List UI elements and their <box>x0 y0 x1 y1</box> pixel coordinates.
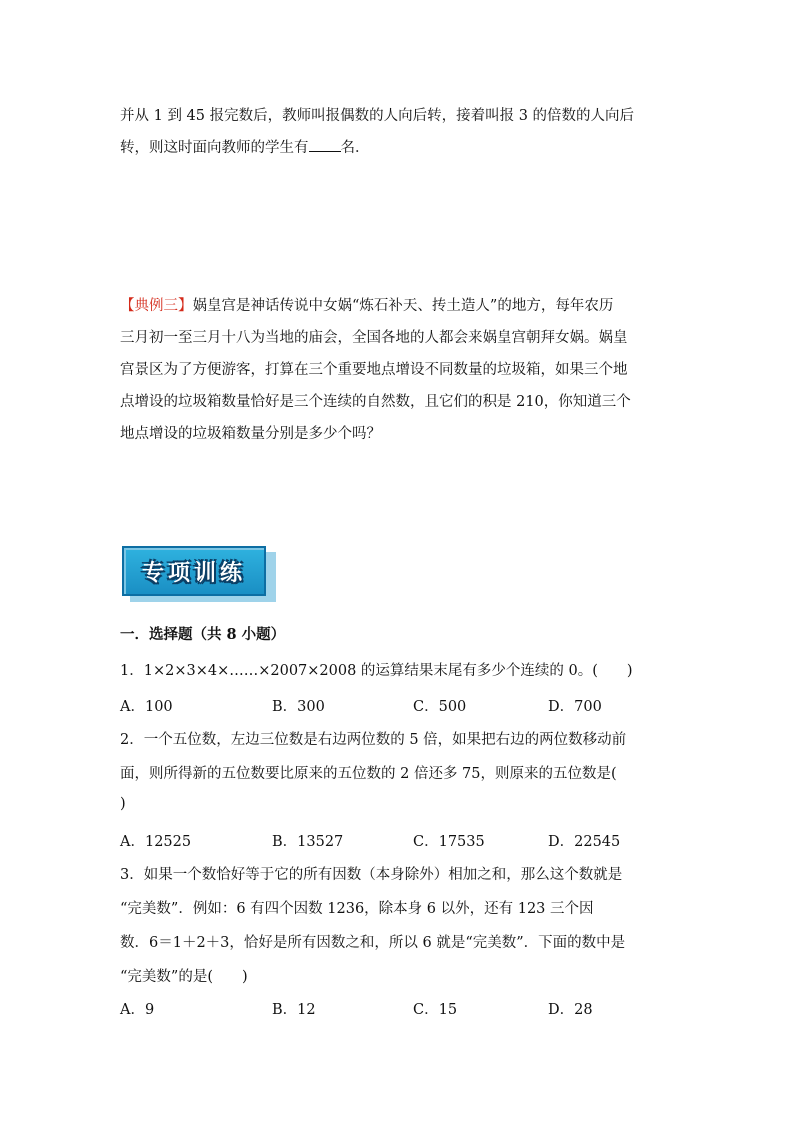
example3-tag: 【典例三】 <box>120 298 193 314</box>
q3-line-3: 数．6＝1＋2＋3，恰好是所有因数之和，所以 6 就是“完美数”．下面的数中是 <box>120 935 626 951</box>
q2-line-3: ) <box>120 796 126 812</box>
q2-line-2: 面，则所得新的五位数要比原来的五位数的 2 倍还多 75，则原来的五位数是( <box>120 766 617 782</box>
banner-box <box>122 546 266 596</box>
q3-option-c: C．15 <box>413 1002 458 1018</box>
q1-option-c: C．500 <box>413 699 467 715</box>
section-banner <box>122 546 278 604</box>
example3-line-2: 三月初一至三月十八为当地的庙会，全国各地的人都会来娲皇宫朝拜女娲。娲皇 <box>120 330 628 346</box>
answer-blank <box>309 139 341 152</box>
q3-option-a: A．9 <box>120 1002 155 1018</box>
q2-line-1: 2．一个五位数，左边三位数是右边两位数的 5 倍，如果把右边的两位数移动前 <box>120 732 627 748</box>
banner-label: 专项训练 <box>141 560 246 586</box>
q2-option-a: A．12525 <box>120 834 192 850</box>
example3-line-5: 地点增设的垃圾箱数量分别是多少个吗？ <box>120 426 381 442</box>
q1-option-b: B．300 <box>272 699 325 715</box>
q3-option-b: B．12 <box>272 1002 316 1018</box>
q1-stem: 1．1×2×3×4×……×2007×2008 的运算结果末尾有多少个连续的 0。( ) <box>120 663 633 679</box>
q3-line-2: “完美数”．例如：6 有四个因数 1236，除本身 6 以外，还有 123 三个因 <box>120 901 594 917</box>
q1-option-a: A．100 <box>120 699 173 715</box>
q3-line-4: “完美数”的是( ) <box>120 969 248 985</box>
section-heading: 一．选择题（共 8 小题） <box>120 626 286 643</box>
q1-option-d: D．700 <box>548 699 602 715</box>
intro-line-2-end: 名． <box>340 140 370 156</box>
intro-line-2-text: 转，则这时面向教师的学生有 <box>120 140 309 156</box>
example3-line-1 <box>120 294 680 315</box>
q2-option-b: B．13527 <box>272 834 344 850</box>
q2-option-c: C．17535 <box>413 834 485 850</box>
intro-line-1: 并从 1 到 45 报完数后，教师叫报偶数的人向后转，接着叫报 3 的倍数的人向后 <box>120 108 635 124</box>
example3-line-4: 点增设的垃圾箱数量恰好是三个连续的自然数，且它们的积是 210，你知道三个 <box>120 394 631 410</box>
q2-option-d: D．22545 <box>548 834 621 850</box>
example3-text-1: 娲皇宫是神话传说中女娲“炼石补天、抟土造人”的地方，每年农历 <box>192 298 614 314</box>
q3-option-d: D．28 <box>548 1002 593 1018</box>
intro-line-2 <box>120 136 680 157</box>
example3-line-3: 宫景区为了方便游客，打算在三个重要地点增设不同数量的垃圾箱，如果三个地 <box>120 362 628 378</box>
q3-line-1: 3．如果一个数恰好等于它的所有因数（本身除外）相加之和，那么这个数就是 <box>120 867 623 883</box>
